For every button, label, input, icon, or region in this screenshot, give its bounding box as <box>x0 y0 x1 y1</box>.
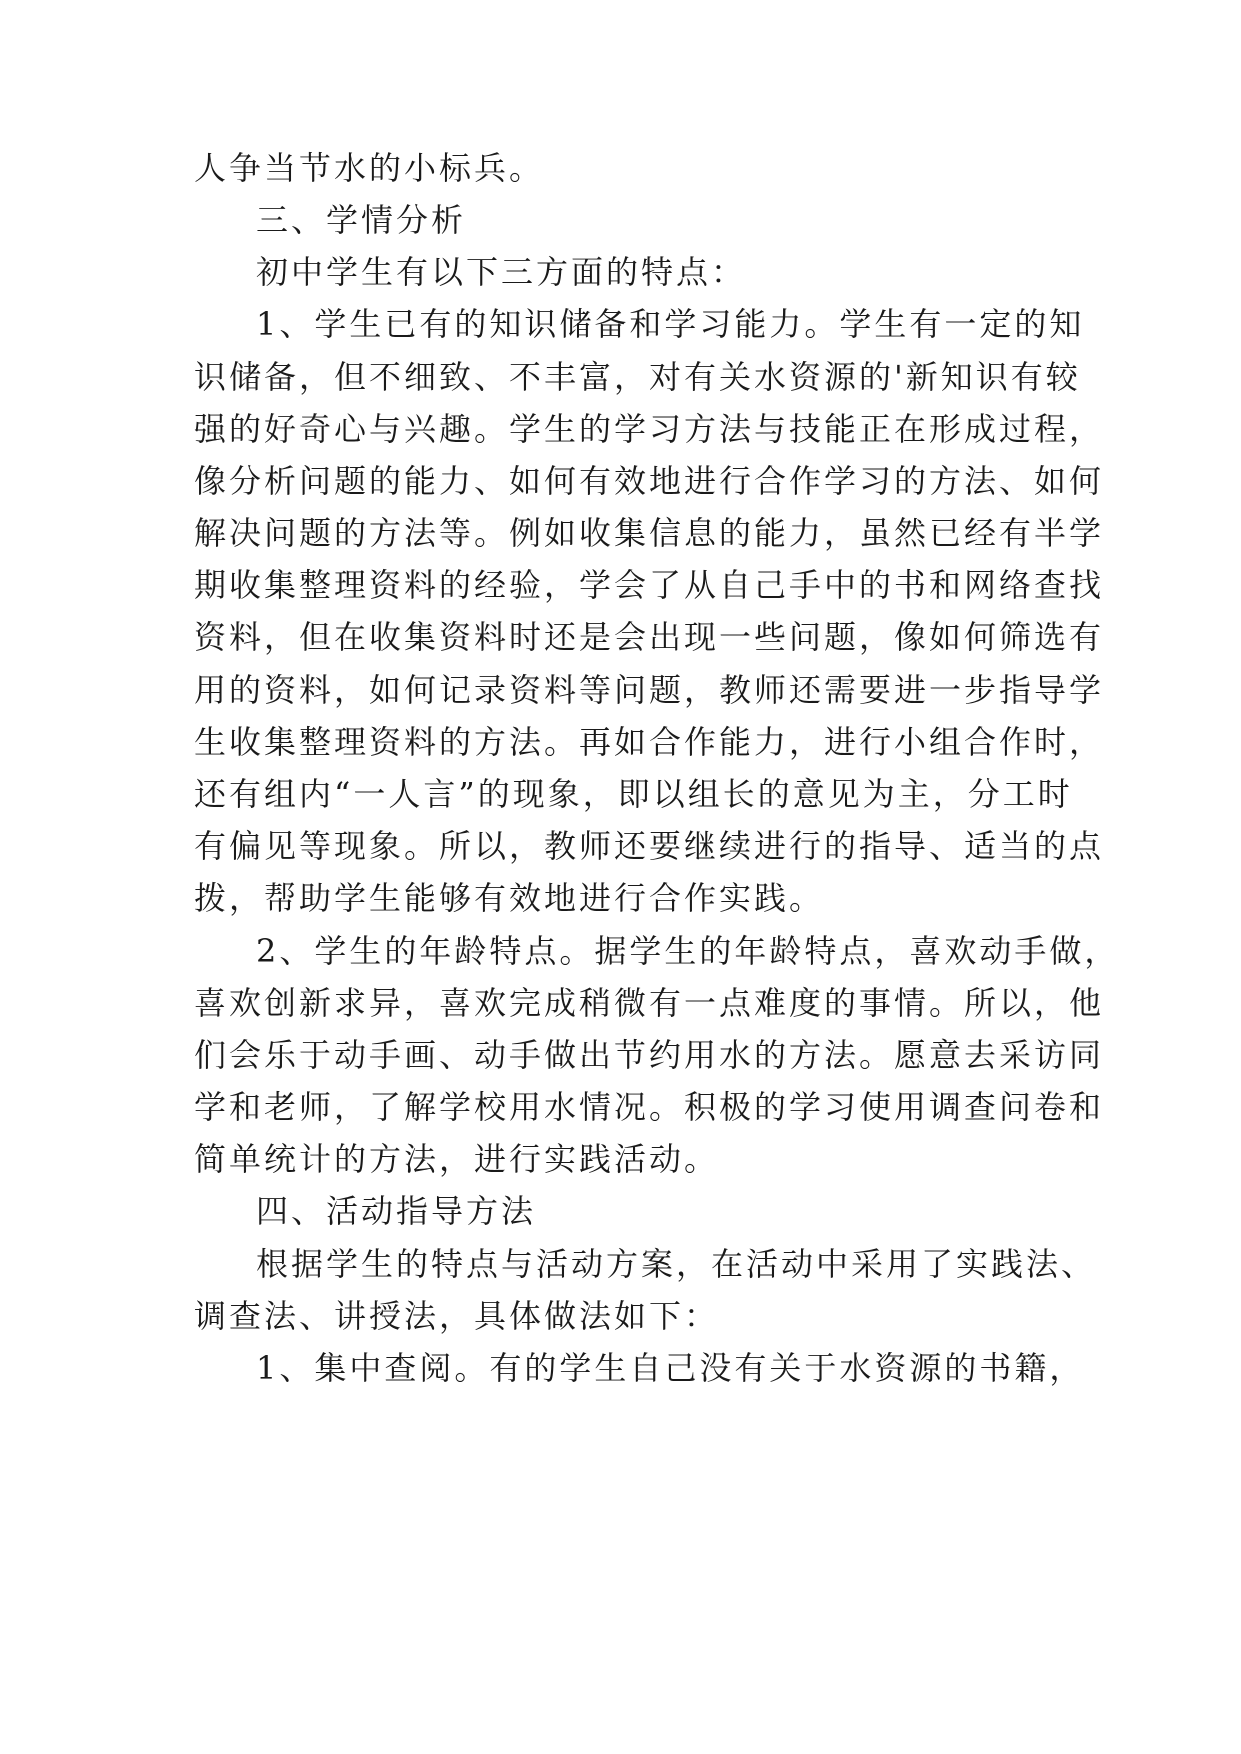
text-line: 解决问题的方法等。例如收集信息的能力，虽然已经有半学 <box>194 514 1105 552</box>
text-line: 1、学生已有的知识储备和学习能力。学生有一定的知 <box>256 305 1085 343</box>
text-line: 喜欢创新求异，喜欢完成稍微有一点难度的事情。所以，他 <box>194 984 1105 1022</box>
text-line: 拨，帮助学生能够有效地进行合作实践。 <box>194 879 825 917</box>
text-line: 期收集整理资料的经验，学会了从自己手中的书和网络查找 <box>194 566 1105 604</box>
text-line: 根据学生的特点与活动方案，在活动中采用了实践法、 <box>256 1245 1097 1283</box>
text-line: 调查法、讲授法，具体做法如下： <box>194 1297 720 1335</box>
text-line: 强的好奇心与兴趣。学生的学习方法与技能正在形成过程， <box>194 410 1105 448</box>
text-line: 2、学生的年龄特点。据学生的年龄特点，喜欢动手做， <box>256 932 1120 970</box>
text-line: 识储备，但不细致、不丰富，对有关水资源的'新知识有较 <box>194 358 1081 396</box>
section-heading: 三、学情分析 <box>256 201 467 239</box>
text-line: 资料，但在收集资料时还是会出现一些问题，像如何筛选有 <box>194 618 1105 656</box>
text-line: 生收集整理资料的方法。再如合作能力，进行小组合作时， <box>194 723 1105 761</box>
text-line: 1、集中查阅。有的学生自己没有关于水资源的书籍， <box>256 1349 1085 1387</box>
text-line: 还有组内“一人言”的现象，即以组长的意见为主，分工时 <box>194 775 1073 813</box>
text-line: 用的资料，如何记录资料等问题，教师还需要进一步指导学 <box>194 671 1105 709</box>
text-line: 有偏见等现象。所以，教师还要继续进行的指导、适当的点 <box>194 827 1105 865</box>
text-line: 像分析问题的能力、如何有效地进行合作学习的方法、如何 <box>194 462 1105 500</box>
text-line: 初中学生有以下三方面的特点： <box>256 253 747 291</box>
text-line: 们会乐于动手画、动手做出节约用水的方法。愿意去采访同 <box>194 1036 1105 1074</box>
text-line: 学和老师，了解学校用水情况。积极的学习使用调查问卷和 <box>194 1088 1105 1126</box>
section-heading: 四、活动指导方法 <box>256 1192 537 1230</box>
text-line: 人争当节水的小标兵。 <box>194 149 545 187</box>
text-line: 简单统计的方法，进行实践活动。 <box>194 1140 720 1178</box>
